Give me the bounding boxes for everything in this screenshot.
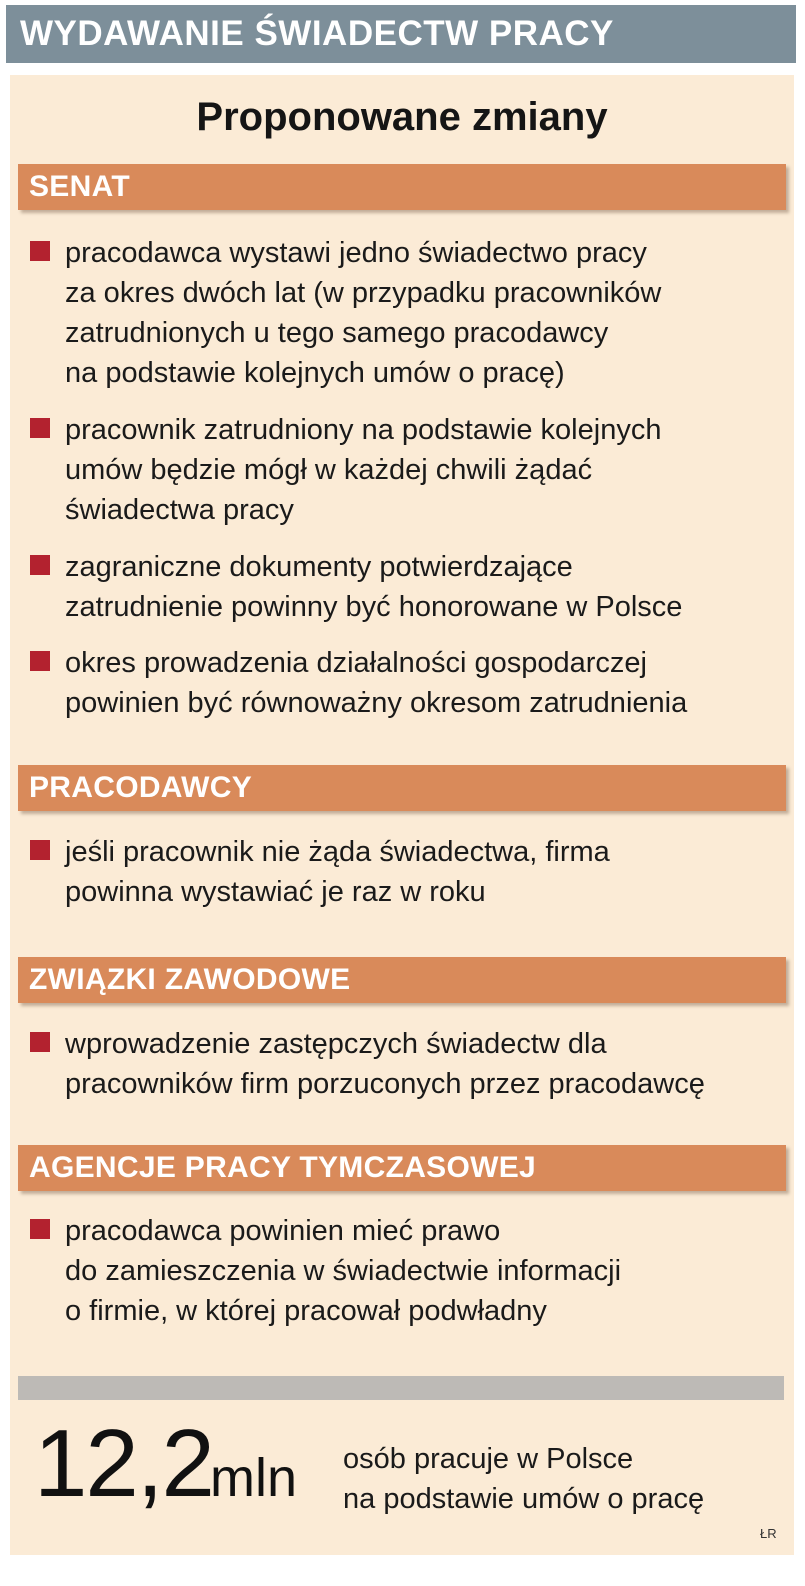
text-line: umów będzie mógł w każdej chwili żądać <box>65 454 593 486</box>
top-banner <box>6 5 796 63</box>
section-header-agencje-pracy-tymczasowej <box>18 1145 786 1191</box>
text-line: o firmie, w której pracował podwładny <box>65 1295 547 1327</box>
page-heading: Proponowane zmiany <box>196 95 608 139</box>
text-line: wprowadzenie zastępczych świadectw dla <box>65 1028 607 1060</box>
stat-unit: mln <box>210 1448 298 1508</box>
text-line: pracowników firm porzuconych przez pracodawcę <box>65 1068 705 1100</box>
bullet-square-icon <box>30 1219 50 1239</box>
text-line: jeśli pracownik nie żąda świadectwa, firma <box>65 836 610 868</box>
section-header-zwiazki-zawodowe <box>18 957 786 1003</box>
text-line: na podstawie kolejnych umów o pracę) <box>65 357 565 389</box>
text-line: powinna wystawiać je raz w roku <box>65 876 486 908</box>
section-label: SENAT <box>29 170 130 203</box>
bullet-square-icon <box>30 840 50 860</box>
section-label: AGENCJE PRACY TYMCZASOWEJ <box>29 1151 537 1184</box>
bullet-square-icon <box>30 555 50 575</box>
text-line: powinien być równoważny okresom zatrudnienia <box>65 687 688 719</box>
content-panel <box>10 75 794 1555</box>
list-item-text <box>65 643 785 723</box>
stat-description <box>343 1439 783 1519</box>
list-item-text <box>65 1024 785 1104</box>
section-header-pracodawcy <box>18 765 786 811</box>
bullet-square-icon <box>30 1032 50 1052</box>
text-line: pracownik zatrudniony na podstawie kolejnych <box>65 414 662 446</box>
text-line: zatrudnionych u tego samego pracodawcy <box>65 317 609 349</box>
list-item-text <box>65 547 785 627</box>
banner-title: WYDAWANIE ŚWIADECTW PRACY <box>20 14 614 53</box>
bullet-square-icon <box>30 651 50 671</box>
text-line: osób pracuje w Polsce <box>343 1443 634 1475</box>
text-line: okres prowadzenia działalności gospodarczej <box>65 647 647 679</box>
list-item-text <box>65 410 785 530</box>
text-line: pracodawca wystawi jedno świadectwo pracy <box>65 237 647 269</box>
author-credit: ŁR <box>760 1526 777 1541</box>
text-line: za okres dwóch lat (w przypadku pracowników <box>65 277 662 309</box>
section-label: PRACODAWCY <box>29 771 253 804</box>
section-label: ZWIĄZKI ZAWODOWE <box>29 963 351 996</box>
list-item-text <box>65 1211 785 1331</box>
list-item-text <box>65 832 785 912</box>
stat-number: 12,2 <box>34 1410 213 1517</box>
divider <box>18 1376 784 1400</box>
section-header-senat <box>18 164 786 210</box>
text-line: świadectwa pracy <box>65 494 294 526</box>
bullet-square-icon <box>30 418 50 438</box>
bullet-square-icon <box>30 241 50 261</box>
text-line: zagraniczne dokumenty potwierdzające <box>65 551 573 583</box>
text-line: na podstawie umów o pracę <box>343 1483 705 1515</box>
text-line: pracodawca powinien mieć prawo <box>65 1215 501 1247</box>
text-line: do zamieszczenia w świadectwie informacji <box>65 1255 622 1287</box>
text-line: zatrudnienie powinny być honorowane w Polsce <box>65 591 683 623</box>
list-item-text <box>65 233 785 393</box>
